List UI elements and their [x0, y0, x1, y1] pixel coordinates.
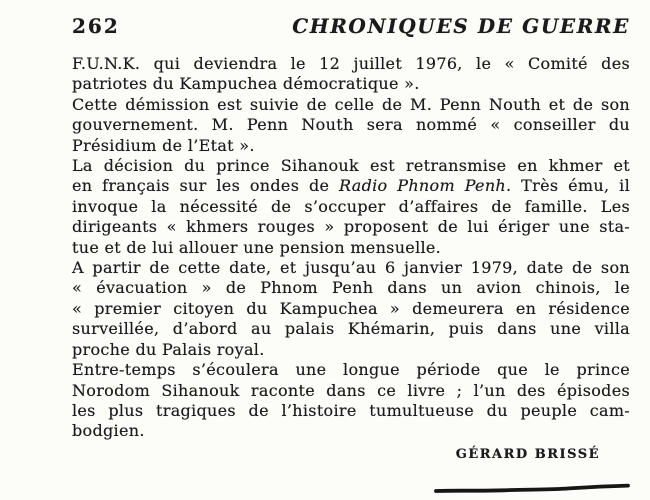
running-title: CHRONIQUES DE GUERRE — [292, 14, 630, 38]
text-line: surveillée, d’abord au palais Khémarin, puis dans une villa — [72, 319, 630, 339]
text-line: F.U.N.K. qui deviendra le 12 juillet 1976, le « Comité des — [72, 54, 630, 73]
text-line: gouvernement. M. Penn Nouth sera nommé « conseiller du — [72, 115, 630, 135]
text-line: tue et de lui allouer une pension mensuelle. — [72, 237, 442, 257]
text-line: Présidium de l’Etat ». — [72, 135, 255, 155]
text-line: Cette démission est suivie de celle de M. Penn Nouth et de son — [72, 94, 630, 114]
book-title-italic: Radio Phnom Penh — [339, 176, 507, 196]
text-line: Norodom Sihanouk raconte dans ce livre ; l’un des épisodes — [72, 380, 630, 400]
text-line: patriotes du Kampuchea démocratique ». — [72, 74, 420, 94]
text-line: proche du Palais royal. — [72, 339, 265, 359]
text-line: dirigeants « khmers rouges » proposent de lui ériger une sta- — [72, 217, 630, 237]
text-segment: en français sur les ondes de — [72, 176, 340, 196]
text-line: « premier citoyen du Kampuchea » demeurera en résidence — [72, 298, 630, 318]
ink-rule-icon — [434, 481, 630, 495]
text-line: La décision du prince Sihanouk est retransmise en khmer et — [72, 156, 630, 176]
body-text — [72, 54, 630, 442]
page-header — [72, 14, 630, 38]
text-line — [72, 176, 630, 196]
page-number: 262 — [72, 14, 120, 38]
text-line: invoque la nécessité de s’occuper d’affaires de famille. Les — [72, 196, 630, 216]
text-line: Entre-temps s’écoulera une longue période que le prince — [72, 360, 630, 380]
text-segment: . Très ému, il — [506, 176, 630, 196]
text-line: « évacuation » de Phnom Penh dans un avion chinois, le — [72, 278, 630, 298]
text-line: bodgien. — [72, 421, 145, 441]
text-line: les plus tragiques de l’histoire tumultueuse du peuple cam- — [72, 400, 630, 420]
author-signature: GÉRARD BRISSÉ — [455, 447, 600, 462]
text-line: A partir de cette date, et jusqu’au 6 janvier 1979, date de son — [72, 258, 630, 278]
